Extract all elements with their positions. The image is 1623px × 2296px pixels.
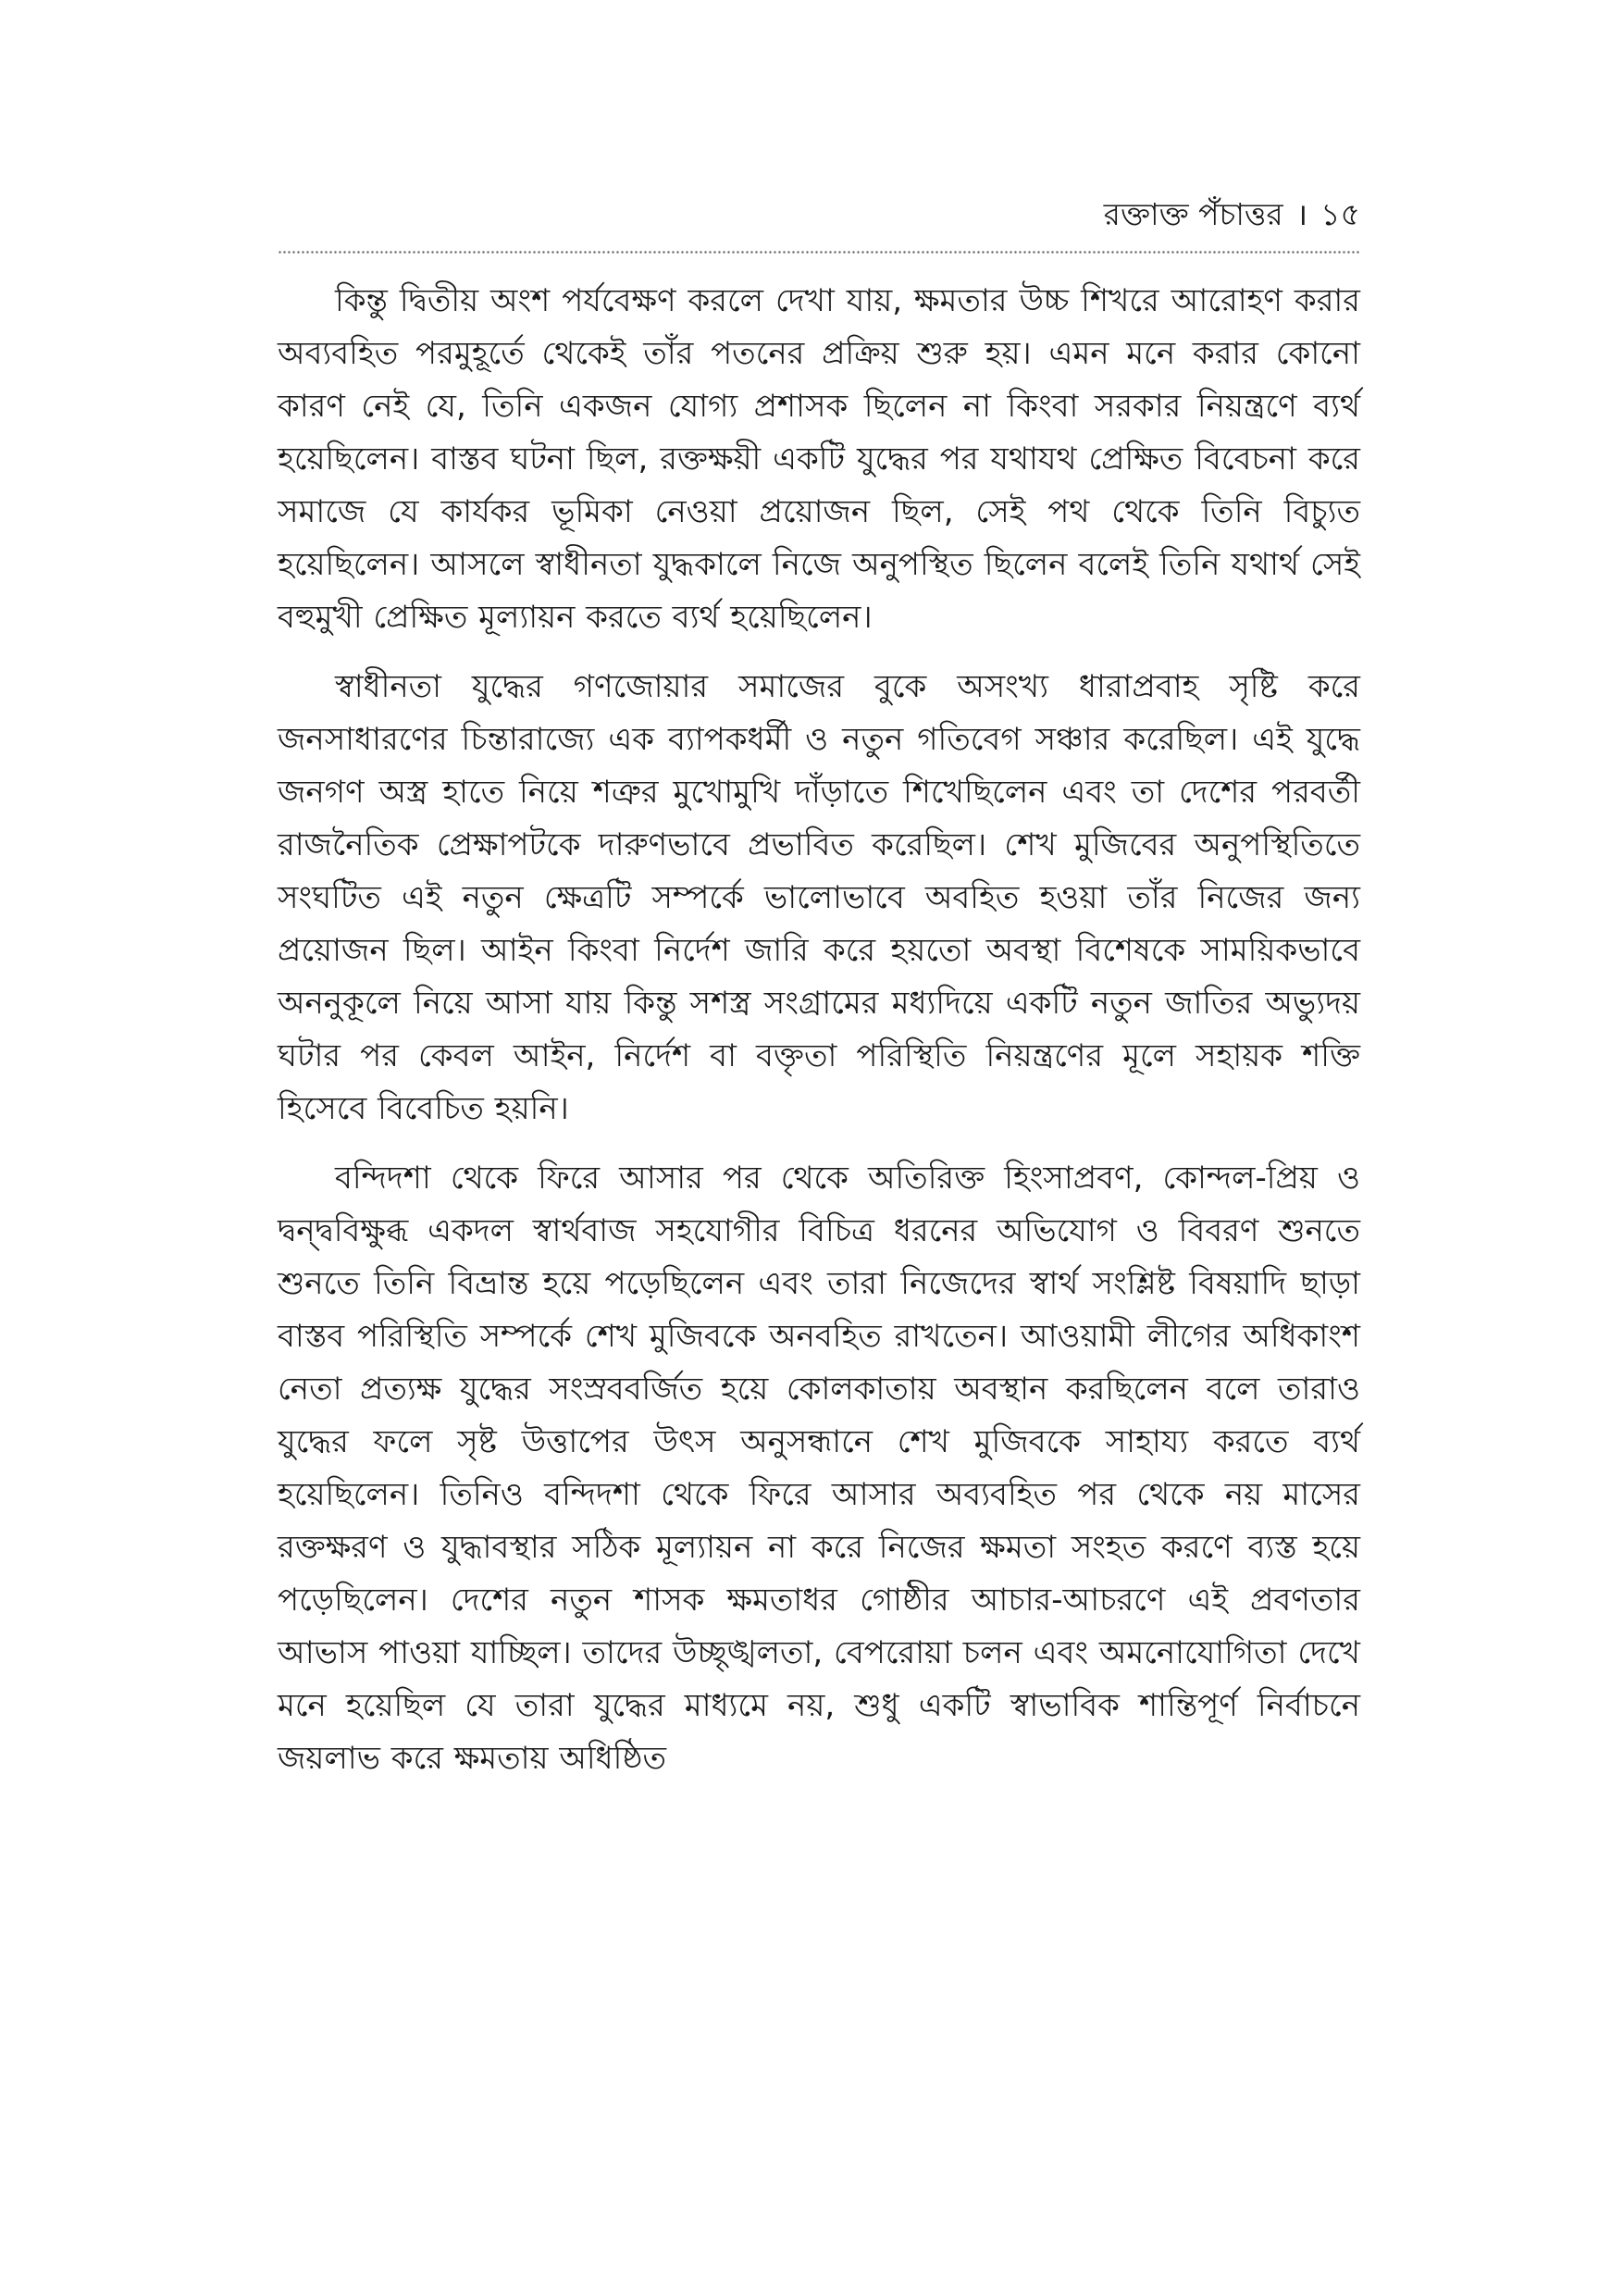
book-title: রক্তাক্ত পঁচাত্তর — [1103, 196, 1283, 232]
body-text — [278, 275, 1360, 1802]
running-header — [1104, 194, 1360, 235]
header-separator: । — [1295, 196, 1308, 232]
page-number: ১৫ — [1320, 196, 1360, 232]
paragraph-3: বন্দিদশা থেকে ফিরে আসার পর থেকে অতিরিক্ত হিংসাপ্রবণ, কোন্দল-প্রিয় ও দ্বন্দ্ববিক্ষুব্ধ একদল স্বার্থবাজ সহযোগীর বিচিত্র ধরনের অভিযোগ ও বিবরণ শুনতে শুনতে তিনি বিভ্রান্ত হয়ে পড়েছিলেন এবং তারা নিজেদের স্বার্থ সংশ্লিষ্ট বিষয়াদি ছাড়া বাস্তব পরিস্থিতি সম্পর্কে শেখ মুজিবকে অনবহিত রাখতেন। আওয়ামী লীগের অধিকাংশ নেতা প্রত্যক্ষ যুদ্ধের সংস্রববর্জিত হয়ে কোলকাতায় অবস্থান করছিলেন বলে তারাও যুদ্ধের ফলে সৃষ্ট উত্তাপের উৎস অনুসন্ধানে শেখ মুজিবকে সাহায্য করতে ব্যর্থ হয়েছিলেন। তিনিও বন্দিদশা থেকে ফিরে আসার অব্যবহিত পর থেকে নয় মাসের রক্তক্ষরণ ও যুদ্ধাবস্থার সঠিক মূল্যায়ন না করে নিজের ক্ষমতা সংহত করণে ব্যস্ত হয়ে পড়েছিলেন। দেশের নতুন শাসক ক্ষমতাধর গোষ্ঠীর আচার-আচরণে এই প্রবণতার আভাস পাওয়া যাচ্ছিল। তাদের উচ্ছৃঙ্খলতা, বেপরোয়া চলন এবং অমনোযোগিতা দেখে মনে হয়েছিল যে তারা যুদ্ধের মাধ্যমে নয়, শুধু একটি স্বাভাবিক শান্তিপূর্ণ নির্বাচনে জয়লাভ করে ক্ষমতায় অধিষ্ঠিত — [278, 1160, 1360, 1777]
paragraph-1: কিন্তু দ্বিতীয় অংশ পর্যবেক্ষণ করলে দেখা যায়, ক্ষমতার উচ্চ শিখরে আরোহণ করার অব্যবহিত পরমুহূর্তে থেকেই তাঁর পতনের প্রক্রিয় শুরু হয়। এমন মনে করার কোনো কারণ নেই যে, তিনি একজন যোগ্য প্রশাসক ছিলেন না কিংবা সরকার নিয়ন্ত্রণে ব্যর্থ হয়েছিলেন। বাস্তব ঘটনা ছিল, রক্তক্ষয়ী একটি যুদ্ধের পর যথাযথ প্রেক্ষিত বিবেচনা করে সমাজে যে কার্যকর ভূমিকা নেওয়া প্রয়োজন ছিল, সেই পথ থেকে তিনি বিচ্যুত হয়েছিলেন। আসলে স্বাধীনতা যুদ্ধকালে নিজে অনুপস্থিত ছিলেন বলেই তিনি যথার্থ সেই বহুমুখী প্রেক্ষিত মূল্যায়ন করতে ব্যর্থ হয়েছিলেন। — [278, 282, 1360, 636]
paragraph-2: স্বাধীনতা যুদ্ধের গণজোয়ার সমাজের বুকে অসংখ্য ধারাপ্রবাহ সৃষ্টি করে জনসাধারণের চিন্তারাজ্যে এক ব্যাপকধর্মী ও নতুন গতিবেগ সঞ্চার করেছিল। এই যুদ্ধে জনগণ অস্ত্র হাতে নিয়ে শত্রুর মুখোমুখি দাঁড়াতে শিখেছিলেন এবং তা দেশের পরবর্তী রাজনৈতিক প্রেক্ষাপটকে দারুণভাবে প্রভাবিত করেছিল। শেখ মুজিবের অনুপস্থিতিতে সংঘটিত এই নতুন ক্ষেত্রটি সম্পর্কে ভালোভাবে অবহিত হওয়া তাঁর নিজের জন্য প্রয়োজন ছিল। আইন কিংবা নির্দেশ জারি করে হয়তো অবস্থা বিশেষকে সাময়িকভাবে অননুকূলে নিয়ে আসা যায় কিন্তু সশস্ত্র সংগ্রামের মধ্যদিয়ে একটি নতুন জাতির অভ্যুদয় ঘটার পর কেবল আইন, নির্দেশ বা বক্তৃতা পরিস্থিতি নিয়ন্ত্রণের মূলে সহায়ক শক্তি হিসেবে বিবেচিত হয়নি। — [278, 668, 1360, 1127]
header-dotted-rule — [278, 250, 1360, 254]
book-page — [278, 162, 1360, 2253]
